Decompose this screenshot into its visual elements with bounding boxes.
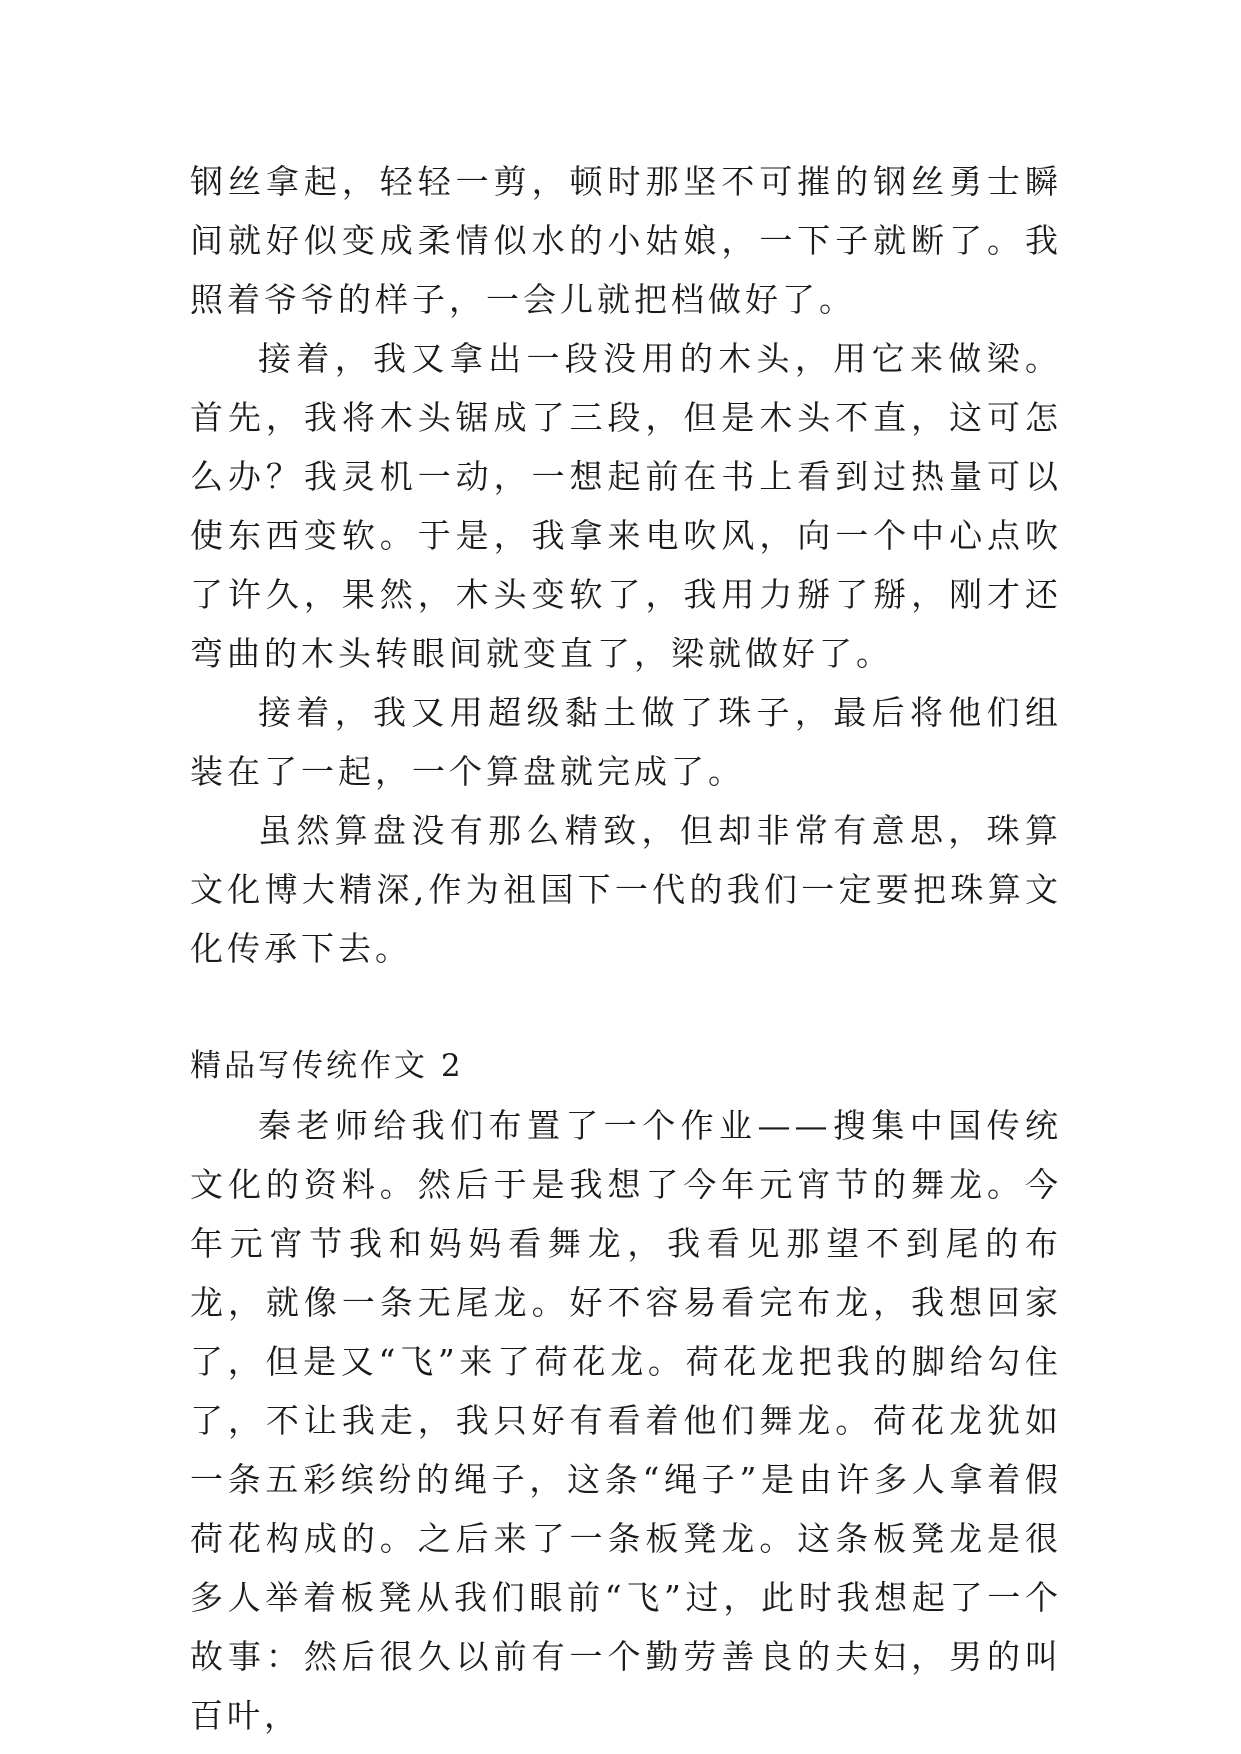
paragraph-beads: 接着，我又用超级黏土做了珠子，最后将他们组装在了一起，一个算盘就完成了。 [190,693,1062,791]
section-title: 精品写传统作文 2 [190,1048,464,1084]
paragraph-beam: 接着，我又拿出一段没用的木头，用它来做梁。首先，我将木头锯成了三段，但是木头不直，这可怎么办？我灵机一动，一想起前在书上看到过热量可以使东西变软。于是，我拿来电吹风，向一个中心点吹了许久，果然，木头变软了，我用力掰了掰，刚才还弯曲的木头转眼间就变直了，梁就做好了。 [190,339,1062,673]
paragraph-conclusion: 虽然算盘没有那么精致，但却非常有意思，珠算文化博大精深,作为祖国下一代的我们一定要把珠算文化传承下去。 [190,811,1062,968]
paragraph-continuation: 钢丝拿起，轻轻一剪，顿时那坚不可摧的钢丝勇士瞬间就好似变成柔情似水的小姑娘，一下子就断了。我照着爷爷的样子，一会儿就把档做好了。 [190,162,1062,319]
section-spacer [190,978,1062,1037]
document-body [190,152,1062,1745]
paragraph-dragon-dance: 秦老师给我们布置了一个作业——搜集中国传统文化的资料。然后于是我想了今年元宵节的舞龙。今年元宵节我和妈妈看舞龙，我看见那望不到尾的布龙，就像一条无尾龙。好不容易看完布龙，我想回家了，但是又“飞”来了荷花龙。荷花龙把我的脚给勾住了，不让我走，我只好有看着他们舞龙。荷花龙犹如一条五彩缤纷的绳子，这条“绳子”是由许多人拿着假荷花构成的。之后来了一条板凳龙。这条板凳龙是很多人举着板凳从我们眼前“飞”过，此时我想起了一个故事：然后很久以前有一个勤劳善良的夫妇，男的叫百叶， [190,1106,1062,1735]
